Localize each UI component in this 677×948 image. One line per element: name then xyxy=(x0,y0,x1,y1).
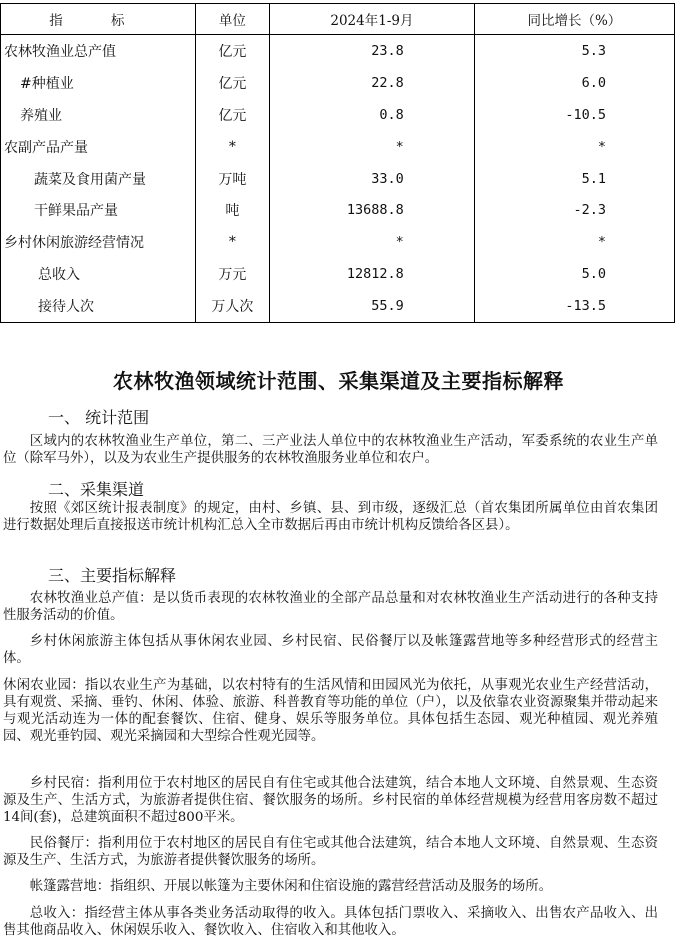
table-row xyxy=(1,163,675,195)
section-heading-channel: 二、采集渠道 xyxy=(48,480,145,499)
row-unit: 吨 xyxy=(195,194,269,226)
definition-paragraph: 乡村民宿：指利用位于农村地区的居民自有住宅或其他合法建筑，结合本地人文环境、自然景观、生态资源及生产、生活方式，为旅游者提供住宿、餐饮服务的场所。乡村民宿的单体经营规模为经营用客房数不超过14间(套)，总建筑面积不超过800平米。 xyxy=(3,776,658,825)
statistics-table xyxy=(0,3,675,323)
section-heading-definitions: 三、主要指标解释 xyxy=(48,566,177,585)
row-name: 干鲜果品产量 xyxy=(1,194,196,226)
row-unit: 亿元 xyxy=(195,35,269,67)
table-header-row xyxy=(1,4,675,35)
row-growth: -13.5 xyxy=(474,290,674,322)
row-unit: 万人次 xyxy=(195,290,269,322)
row-value: 22.8 xyxy=(270,67,475,99)
row-unit: 亿元 xyxy=(195,99,269,131)
row-name: 养殖业 xyxy=(1,99,196,131)
row-name: #种植业 xyxy=(1,67,196,99)
row-value: 12812.8 xyxy=(270,258,475,290)
table-row xyxy=(1,67,675,99)
row-growth: 5.0 xyxy=(474,258,674,290)
document-title: 农林牧渔领域统计范围、采集渠道及主要指标解释 xyxy=(113,369,564,393)
row-growth: 5.3 xyxy=(474,35,674,67)
row-growth: -2.3 xyxy=(474,194,674,226)
row-growth: 6.0 xyxy=(474,67,674,99)
row-value: * xyxy=(270,226,475,258)
row-name: 农林牧渔业总产值 xyxy=(1,35,196,67)
row-unit: * xyxy=(195,226,269,258)
table-row xyxy=(1,226,675,258)
row-growth: 5.1 xyxy=(474,163,674,195)
table-row xyxy=(1,35,675,67)
table-row xyxy=(1,194,675,226)
definition-paragraph: 总收入：指经营主体从事各类业务活动取得的收入。具体包括门票收入、采摘收入、出售农产品收入、出售其他商品收入、休闲娱乐收入、餐饮收入、住宿收入和其他收入。 xyxy=(3,906,658,938)
header-growth: 同比增长（%） xyxy=(474,4,674,35)
row-name: 乡村休闲旅游经营情况 xyxy=(1,226,196,258)
table-row xyxy=(1,131,675,163)
row-unit: 亿元 xyxy=(195,67,269,99)
row-value: * xyxy=(270,131,475,163)
table-row xyxy=(1,258,675,290)
section-heading-scope: 一、 统计范围 xyxy=(48,408,150,427)
section-text-channel: 按照《郊区统计报表制度》的规定，由村、乡镇、县、到市级，逐级汇总（首农集团所属单位由首农集团进行数据处理后直接报送市统计机构汇总入全市数据后再由市统计机构反馈给各区县）。 xyxy=(3,501,658,533)
row-name: 总收入 xyxy=(1,258,196,290)
table-row xyxy=(1,290,675,322)
definition-paragraph: 乡村休闲旅游主体包括从事休闲农业园、乡村民宿、民俗餐厅以及帐篷露营地等多种经营形式的经营主体。 xyxy=(3,634,658,666)
row-growth: -10.5 xyxy=(474,99,674,131)
row-unit: 万吨 xyxy=(195,163,269,195)
definition-paragraph: 民俗餐厅：指利用位于农村地区的居民自有住宅或其他合法建筑，结合本地人文环境、自然景观、生态资源及生产、生活方式，为旅游者提供餐饮服务的场所。 xyxy=(3,836,658,868)
definition-paragraph: 休闲农业园：指以农业生产为基础，以农村特有的生活风情和田园风光为依托，从事观光农业生产经营活动，具有观赏、采摘、垂钓、休闲、体验、旅游、科普教育等功能的单位（户），以及依靠农业资源聚集并带动起来与观光活动连为一体的配套餐饮、住宿、健身、娱乐等服务单位。具体包括生态园、观光种植园、观光养殖园、观光垂钓园、观光采摘园和大型综合性观光园等。 xyxy=(3,678,658,744)
row-value: 0.8 xyxy=(270,99,475,131)
row-growth: * xyxy=(474,226,674,258)
row-name: 接待人次 xyxy=(1,290,196,322)
row-value: 13688.8 xyxy=(270,194,475,226)
definition-paragraph: 帐篷露营地：指组织、开展以帐篷为主要休闲和住宿设施的露营经营活动及服务的场所。 xyxy=(29,879,553,894)
header-indicator: 指 标 xyxy=(1,4,196,35)
definition-paragraph: 农林牧渔业总产值：是以货币表现的农林牧渔业的全部产品总量和对农林牧渔业生产活动进行的各种支持性服务活动的价值。 xyxy=(3,591,658,623)
row-value: 33.0 xyxy=(270,163,475,195)
row-value: 23.8 xyxy=(270,35,475,67)
section-text-scope: 区域内的农林牧渔业生产单位，第二、三产业法人单位中的农林牧渔业生产活动，军委系统的农业生产单位（除军马外），以及为农业生产提供服务的农林牧渔服务业单位和农户。 xyxy=(3,434,658,466)
row-unit: 万元 xyxy=(195,258,269,290)
row-name: 蔬菜及食用菌产量 xyxy=(1,163,196,195)
table-row xyxy=(1,99,675,131)
row-unit: * xyxy=(195,131,269,163)
row-name: 农副产品产量 xyxy=(1,131,196,163)
row-value: 55.9 xyxy=(270,290,475,322)
row-growth: * xyxy=(474,131,674,163)
header-period: 2024年1-9月 xyxy=(270,4,475,35)
header-unit: 单位 xyxy=(195,4,269,35)
